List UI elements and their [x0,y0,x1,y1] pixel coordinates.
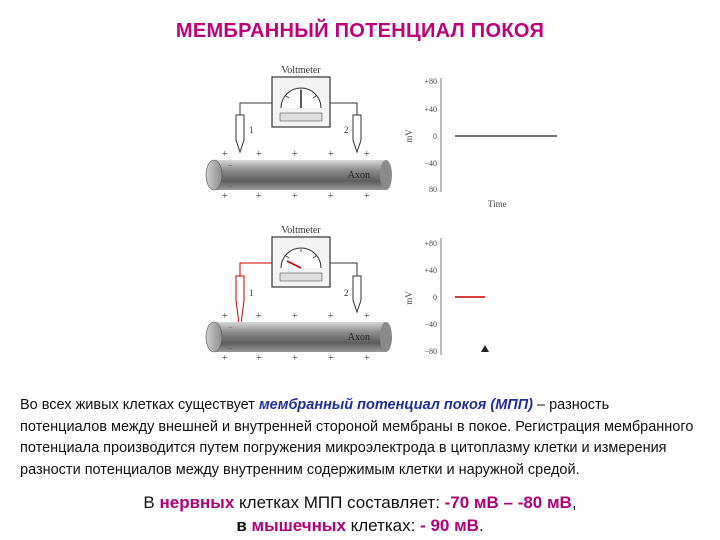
svg-text:+: + [328,311,334,322]
graph-top-ticks [424,77,437,194]
axon-label: Axon [347,170,370,181]
svg-text:+: + [328,149,334,160]
graph-bottom-ticks [424,239,437,356]
axon-label: Axon [347,332,370,343]
tick-label: −40 [424,159,437,168]
summary-text: клетках: [345,516,421,535]
axon-bottom [206,322,392,352]
summary-text: . [478,516,484,535]
summary-muscle-value: - 90 мВ [420,516,479,535]
svg-text:+: + [222,191,228,202]
svg-text:+: + [364,191,370,202]
summary-text: в [236,516,252,535]
svg-text:+: + [292,191,298,202]
tick-label: 0 [433,293,437,302]
svg-text:+: + [222,353,228,364]
setup-bottom [206,225,489,364]
electrode-1-top [236,115,244,152]
svg-text:−: − [228,161,233,170]
summary-text: В [143,493,160,512]
electrode-2-label: 2 [344,125,349,135]
svg-text:+: + [256,353,262,364]
svg-text:+: + [328,191,334,202]
svg-text:+: + [292,353,298,364]
svg-text:+: + [364,149,370,160]
svg-text:+: + [256,191,262,202]
paragraph-part2: – разность потенциалов между внешней и внутренней стороной мембраны в покое. Регистрация мембранного потенциала производится путем погружения микроэлектрода в цитоплазму клетки и измерения разности потенциалов между внутренним содержимым клетки и наружной средой. [20,397,694,478]
x-axis-label: Time [488,199,507,209]
y-axis-label: mV [404,129,414,143]
electrode-1-label: 1 [249,288,254,298]
electrode-1-label: 1 [249,125,254,135]
svg-text:−: − [228,344,233,353]
page-title: МЕМБРАННЫЙ ПОТЕНЦИАЛ ПОКОЯ [175,20,545,42]
svg-text:+: + [256,311,262,322]
description-paragraph [20,395,700,481]
svg-text:+: + [256,149,262,160]
tick-label: 0 [433,132,437,141]
graph-bottom [404,238,489,356]
voltmeter-label: Voltmeter [281,65,321,76]
voltmeter-top [272,65,330,127]
paragraph-term: мембранный потенциал покоя (МПП) [258,397,533,413]
summary-muscle-word: мышечных [251,516,346,535]
paragraph-part1: Во всех живых клетках существует [20,397,259,413]
setup-top [206,65,557,209]
summary-line-nerve [0,493,720,513]
svg-text:+: + [292,149,298,160]
electrode-2-label: 2 [344,288,349,298]
y-axis-label: mV [404,291,414,305]
tick-label: +40 [424,266,437,275]
tick-label: +40 [424,105,437,114]
summary-nerve-word: нервных [159,493,235,512]
electrode-2-top [353,115,361,152]
graph-top [404,77,557,209]
svg-text:+: + [328,353,334,364]
summary-text: клетках МПП составляет: [234,493,445,512]
summary-nerve-value: -70 мВ – -80 мВ [444,493,572,512]
summary-line-muscle [0,516,720,536]
tick-label: −80 [424,347,437,356]
svg-text:+: + [222,311,228,322]
electrode-2-bottom [353,276,361,312]
tick-label: +80 [424,239,437,248]
svg-text:+: + [364,311,370,322]
summary-text: , [571,493,577,512]
svg-text:+: + [292,311,298,322]
svg-text:−: − [228,182,233,191]
voltmeter-label: Voltmeter [281,225,321,236]
svg-text:+: + [222,149,228,160]
svg-text:−: − [228,323,233,332]
svg-text:+: + [364,353,370,364]
tick-label: +80 [424,77,437,86]
tick-label: 80 [429,185,437,194]
arrow-icon [481,345,489,352]
axon-top [206,160,392,190]
voltmeter-bottom [272,225,330,287]
tick-label: −40 [424,320,437,329]
